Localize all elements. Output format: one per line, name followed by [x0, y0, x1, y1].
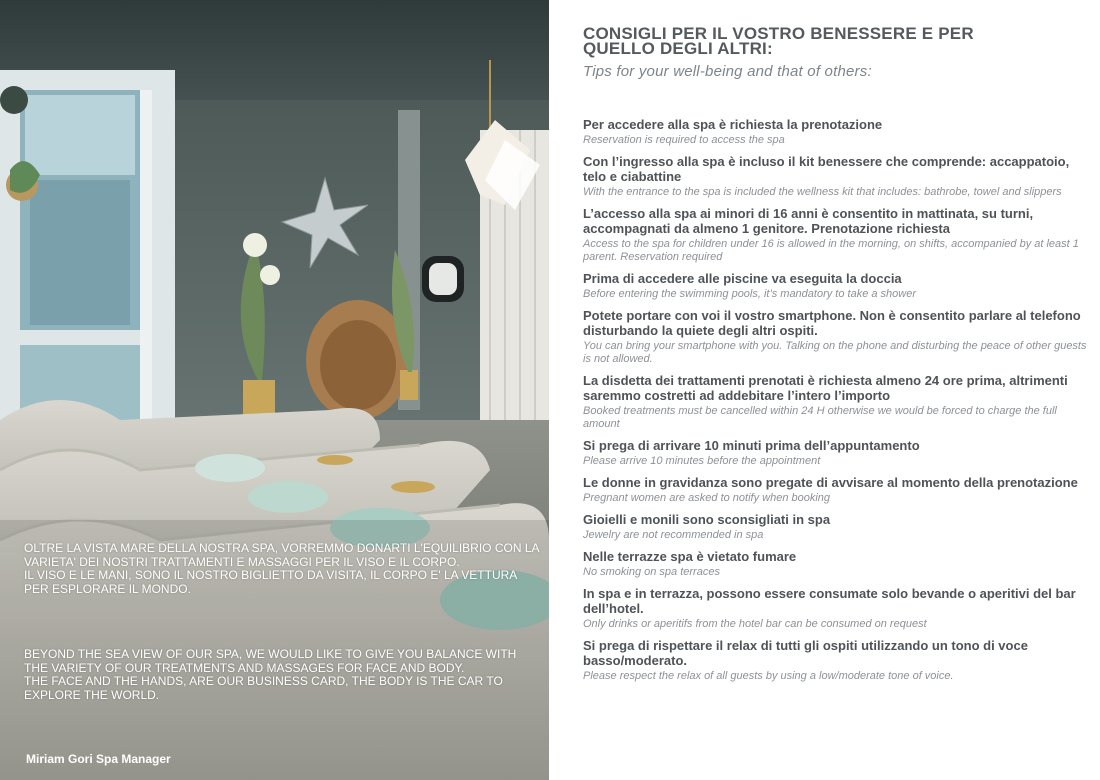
rule-item — [583, 512, 1088, 542]
rule-italian: Nelle terrazze spa è vietato fumare — [583, 549, 797, 564]
rules-list — [583, 117, 1088, 690]
page-subtitle: Tips for your well-being and that of others: — [583, 63, 872, 80]
rule-item — [583, 549, 1088, 579]
rule-item — [583, 117, 1088, 147]
rule-italian: La disdetta dei trattamenti prenotati è richiesta almeno 24 ore prima, altrimenti saremmo costretti ad addebitare l’intero l’importo — [583, 373, 1068, 403]
rule-english: Pregnant women are asked to notify when booking — [583, 492, 831, 504]
rule-italian: Prima di accedere alle piscine va eseguita la doccia — [583, 271, 902, 286]
photo-text-italian — [24, 542, 539, 596]
tips-header — [583, 26, 1088, 80]
rule-item — [583, 373, 1088, 431]
photo-text-english-line: BEYOND THE SEA VIEW OF OUR SPA, WE WOULD LIKE TO GIVE YOU BALANCE WITH THE VARIETY OF OUR TREATMENTS AND MASSAGES FOR FACE AND BODY. — [24, 647, 517, 675]
rule-english: Please respect the relax of all guests by using a low/moderate tone of voice. — [583, 670, 954, 682]
rule-english: Access to the spa for children under 16 is allowed in the morning, on shifts, accompanied by at least 1 parent. Reservation required — [583, 238, 1079, 263]
rule-italian: In spa e in terrazza, possono essere consumate solo bevande o aperitivi del bar dell’hotel. — [583, 586, 1076, 616]
page-title — [583, 26, 1088, 56]
photo-text-italian-line: IL VISO E LE MANI, SONO IL NOSTRO BIGLIETTO DA VISITA, IL CORPO E' LA VETTURA PER ESPLORARE IL MONDO. — [24, 568, 517, 596]
rule-english: Only drinks or aperitifs from the hotel bar can be consumed on request — [583, 618, 927, 630]
rule-item — [583, 438, 1088, 468]
rule-italian: L’accesso alla spa ai minori di 16 anni è consentito in mattinata, su turni, accompagnati da almeno 1 genitore. Prenotazione richiesta — [583, 206, 1034, 236]
photo-text-english-line: THE FACE AND THE HANDS, ARE OUR BUSINESS CARD, THE BODY IS THE CAR TO EXPLORE THE WORLD. — [24, 674, 503, 702]
rule-italian: Per accedere alla spa è richiesta la prenotazione — [583, 117, 883, 132]
rule-item — [583, 271, 1088, 301]
rule-english: You can bring your smartphone with you. Talking on the phone and disturbing the peace of other guests is not allowed. — [583, 340, 1087, 365]
rule-item — [583, 308, 1088, 366]
page-title-line: QUELLO DEGLI ALTRI: — [583, 39, 773, 58]
rule-english: Jewelry are not recommended in spa — [583, 529, 764, 541]
rule-english: Reservation is required to access the spa — [583, 134, 785, 146]
spa-photo — [0, 0, 549, 780]
rule-italian: Gioielli e monili sono sconsigliati in spa — [583, 512, 831, 527]
rule-english: No smoking on spa terraces — [583, 566, 720, 578]
rule-item — [583, 154, 1088, 199]
rule-item — [583, 475, 1088, 505]
rule-english: Booked treatments must be cancelled within 24 H otherwise we would be forced to charge the full amount — [583, 405, 1057, 430]
rule-italian: Potete portare con voi il vostro smartphone. Non è consentito parlare al telefono disturbando la quiete degli altri ospiti. — [583, 308, 1081, 338]
rule-italian: Con l’ingresso alla spa è incluso il kit benessere che comprende: accappatoio, telo e ciabattine — [583, 154, 1070, 184]
rule-english: With the entrance to the spa is included the wellness kit that includes: bathrobe, towel and slippers — [583, 186, 1062, 198]
photo-text-italian-line: OLTRE LA VISTA MARE DELLA NOSTRA SPA, VORREMMO DONARTI L'EQUILIBRIO CON LA VARIETA' DEI NOSTRI TRATTAMENTI E MASSAGGI PER IL VISO E IL CORPO. — [24, 541, 539, 569]
rule-english: Please arrive 10 minutes before the appointment — [583, 455, 821, 467]
rule-english: Before entering the swimming pools, it’s mandatory to take a shower — [583, 288, 917, 300]
page-title-line: CONSIGLI PER IL VOSTRO BENESSERE E PER — [583, 24, 974, 43]
rule-italian: Si prega di rispettare il relax di tutti gli ospiti utilizzando un tono di voce basso/moderato. — [583, 638, 1028, 668]
signature: Miriam Gori Spa Manager — [26, 752, 171, 766]
rule-italian: Si prega di arrivare 10 minuti prima dell’appuntamento — [583, 438, 920, 453]
rule-item — [583, 638, 1088, 683]
photo-text-english — [24, 648, 539, 702]
rule-item — [583, 586, 1088, 631]
rule-item — [583, 206, 1088, 264]
rule-italian: Le donne in gravidanza sono pregate di avvisare al momento della prenotazione — [583, 475, 1078, 490]
